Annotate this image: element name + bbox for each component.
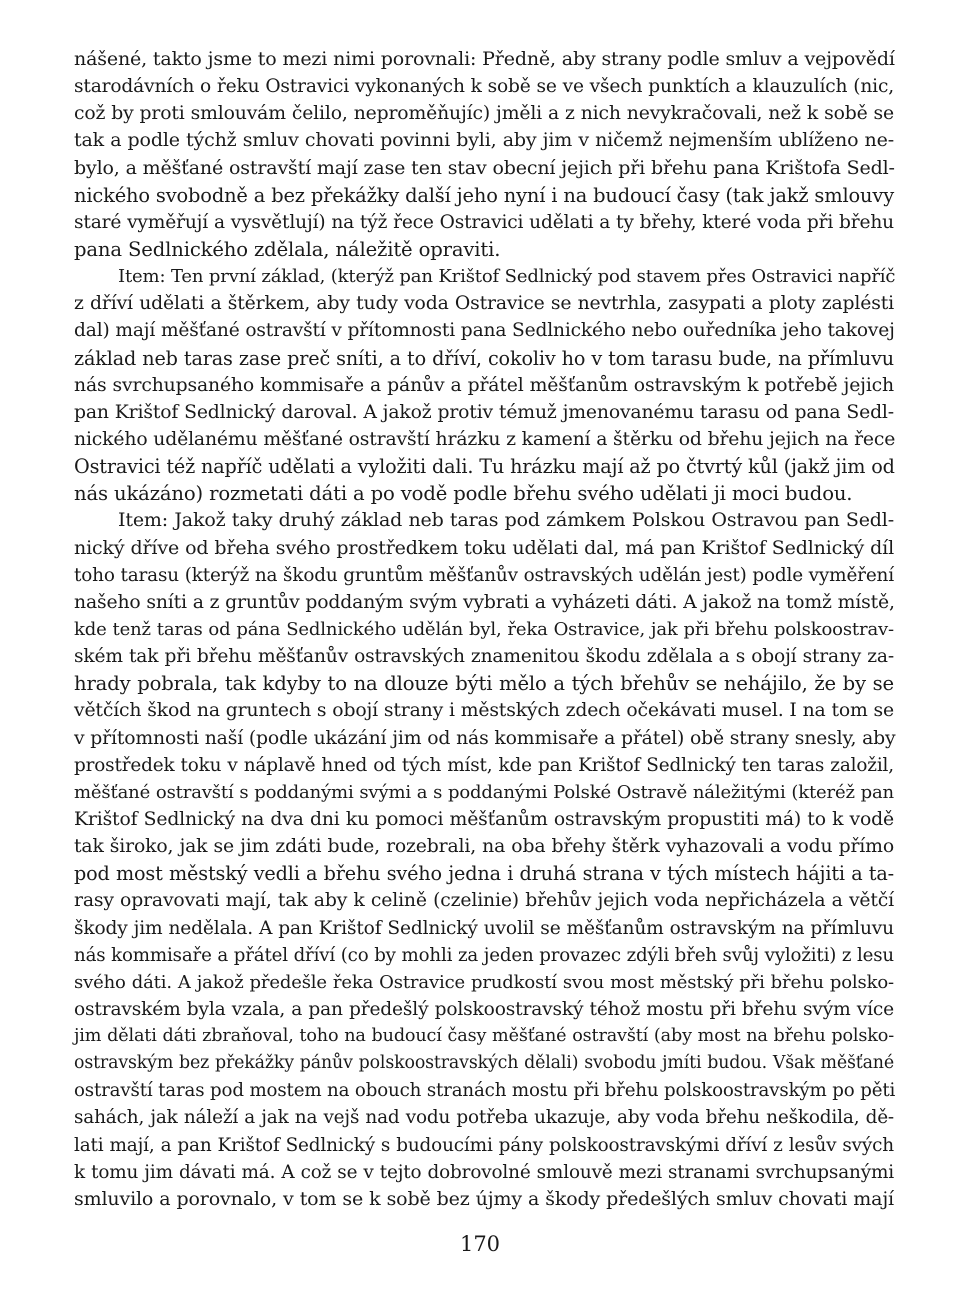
page-number: 170 [459, 1232, 501, 1256]
text-line: staré vyměřují a vysvětlují) na týž řece Ostravici udělati a ty břehy, které voda při břehu [74, 211, 894, 233]
text-line: kde tenž taras od pána Sedlnického udělán byl, řeka Ostravice, jak při břehu polskoostrav- [74, 618, 894, 640]
text-line: hrady pobrala, tak kdyby to na dlouze býti mělo a tých břehův se nehájilo, že by se [74, 672, 894, 696]
text-line: ském tak při břehu měšťanův ostravských znamenitou škodu zdělala a s obojí strany za- [74, 646, 894, 668]
text-line: pod most městský vedli a břehu svého jedna i druhá strana v tých místech hájiti a ta- [74, 862, 894, 886]
text-line: Krištof Sedlnický na dva dni ku pomoci měšťanům ostravským propustiti má) to k vodě [74, 808, 894, 830]
text-line: prostředek toku v náplavě hned od tých míst, kde pan Krištof Sedlnický ten taras založil, [74, 754, 894, 776]
paragraph-start-line: Item: Ten první základ, (kterýž pan Krištof Sedlnický pod stavem přes Ostravici napříč [118, 266, 896, 288]
text-line: ostravští taras pod mostem na obouch stranách mostu při břehu polskoostravským po pěti [74, 1080, 896, 1102]
text-line: pan Krištof Sedlnický daroval. A jakož protiv témuž jmenovanému tarasu od pana Sedl- [74, 401, 894, 423]
text-line: škody jim nedělala. A pan Krištof Sedlnický uvolil se měšťanům ostravským na přímluvu [74, 917, 894, 939]
text-line: tak a podle týchž smluv chovati povinni byli, aby jim v ničemž nejmenším ublíženo ne- [74, 129, 894, 152]
text-line: bylo, a měšťané ostravští mají zase ten stav obecní jejich při břehu pana Krištofa Sedl- [74, 156, 895, 179]
body-text [74, 46, 894, 1213]
text-line: větčích škod na gruntech s obojí strany i městských zdech očekávati musel. I na tom se [74, 700, 894, 722]
text-line: pana Sedlnického zdělala, náležitě opraviti. [74, 237, 501, 261]
text-line: v přítomnosti naší (podle ukázání jim od nás kommisaře a přátel) obě strany snesly, aby [74, 727, 896, 749]
text-line: základ neb taras zase preč sníti, a to dříví, cokoliv ho v tom tarasu bude, na přímluvu [74, 346, 894, 370]
text-line: nického udělanému měšťané ostravští hrázku z kamení a štěrku od břehu jejich na řece [74, 428, 896, 450]
text-line: ostravském byla vzala, a pan předešlý polskoostravský téhož mostu při břehu svým více [74, 998, 894, 1020]
text-line: toho tarasu (kterýž na škodu gruntům měšťanův ostravských udělán jest) podle vyměření [74, 564, 894, 586]
text-line: smluvilo a porovnalo, v tom se k sobě bez újmy a škody předešlých smluv chovati mají [74, 1187, 894, 1210]
text-line: nický dříve od břeha svého prostředkem toku udělati dal, má pan Krištof Sedlnický díl [74, 536, 894, 559]
text-line: nás kommisaře a přátel dříví (co by mohli za jeden provazec zdýli břeh svůj vyložiti) z lesu [74, 944, 894, 966]
text-line: z dříví udělati a štěrkem, aby tudy voda Ostravice se nevtrhla, zasypati a ploty zaplésti [74, 293, 894, 315]
text-line: nického svobodně a bez překážky další jeho nyní i na budoucí časy (tak jakž smlouvy [74, 183, 894, 207]
text-line: sahách, jak náleží a jak na vejš nad vodu potřeba ukazuje, aby voda břehu neškodila, dě- [74, 1107, 894, 1129]
text-line: což by proti smlouvám čelilo, neproměňujíc) jměli a z nich nevykračovali, než k sobě se [74, 103, 894, 125]
text-line: tak široko, jak se jim zdáti bude, rozebrali, na oba břehy štěrk vyhazovali a vodu přímo [74, 836, 894, 858]
text-line: Ostravici též napříč udělati a vyložiti dali. Tu hrázku mají až po čtvrtý kůl (jakž jim od [74, 455, 895, 479]
paragraph-start-line: Item: Jakož taky druhý základ neb taras pod zámkem Polskou Ostravou pan Sedl- [118, 509, 894, 532]
text-line: jim dělati dáti zbraňoval, toho na budoucí časy měšťané ostravští (aby most na břehu polsko- [74, 1026, 894, 1047]
text-line: lati mají, a pan Krištof Sedlnický s budoucími pány polskoostravskými dříví z lesův svých [74, 1134, 894, 1156]
text-line: k tomu jim dávati má. A což se v tejto dobrovolné smlouvě mezi stranami svrchupsanými [74, 1161, 894, 1183]
text-line: nás svrchupsaného kommisaře a pánův a přátel měšťanům ostravským k potřebě jejich [74, 374, 894, 396]
text-line: nás ukázáno) rozmetati dáti a po vodě podle břehu svého udělati ji moci budou. [74, 482, 853, 506]
text-line: ostravským bez překážky pánův polskoostravských dělali) svobodu jmíti budou. Však měšťané [74, 1053, 894, 1074]
text-line: dal) mají měšťané ostravští v přítomnosti pana Sedlnického nebo ouředníka jeho takovej [74, 320, 895, 342]
text-line: našeho sníti a z gruntův poddaným svým vybrati a vyházeti dáti. A jakož na tomž místě, [74, 591, 895, 613]
text-line: svého dáti. A jakož předešle řeka Ostravice prudkostí svou most městský při břehu polsko- [74, 971, 894, 993]
text-line: starodávních o řeku Ostravici vykonaných k sobě se ve všech punktích a klauzulích (nic, [74, 76, 894, 98]
text-line: rasy opravovati mají, tak aby k celině (czelinie) břehův jejich voda nepřicházela a větčí [74, 890, 894, 912]
text-line: měšťané ostravští s poddanými svými a s poddanými Polské Ostravě náležitými (kteréž pan [74, 781, 894, 803]
text-line: nášené, takto jsme to mezi nimi porovnali: Předně, aby strany podle smluv a vejpovědí [74, 48, 895, 70]
